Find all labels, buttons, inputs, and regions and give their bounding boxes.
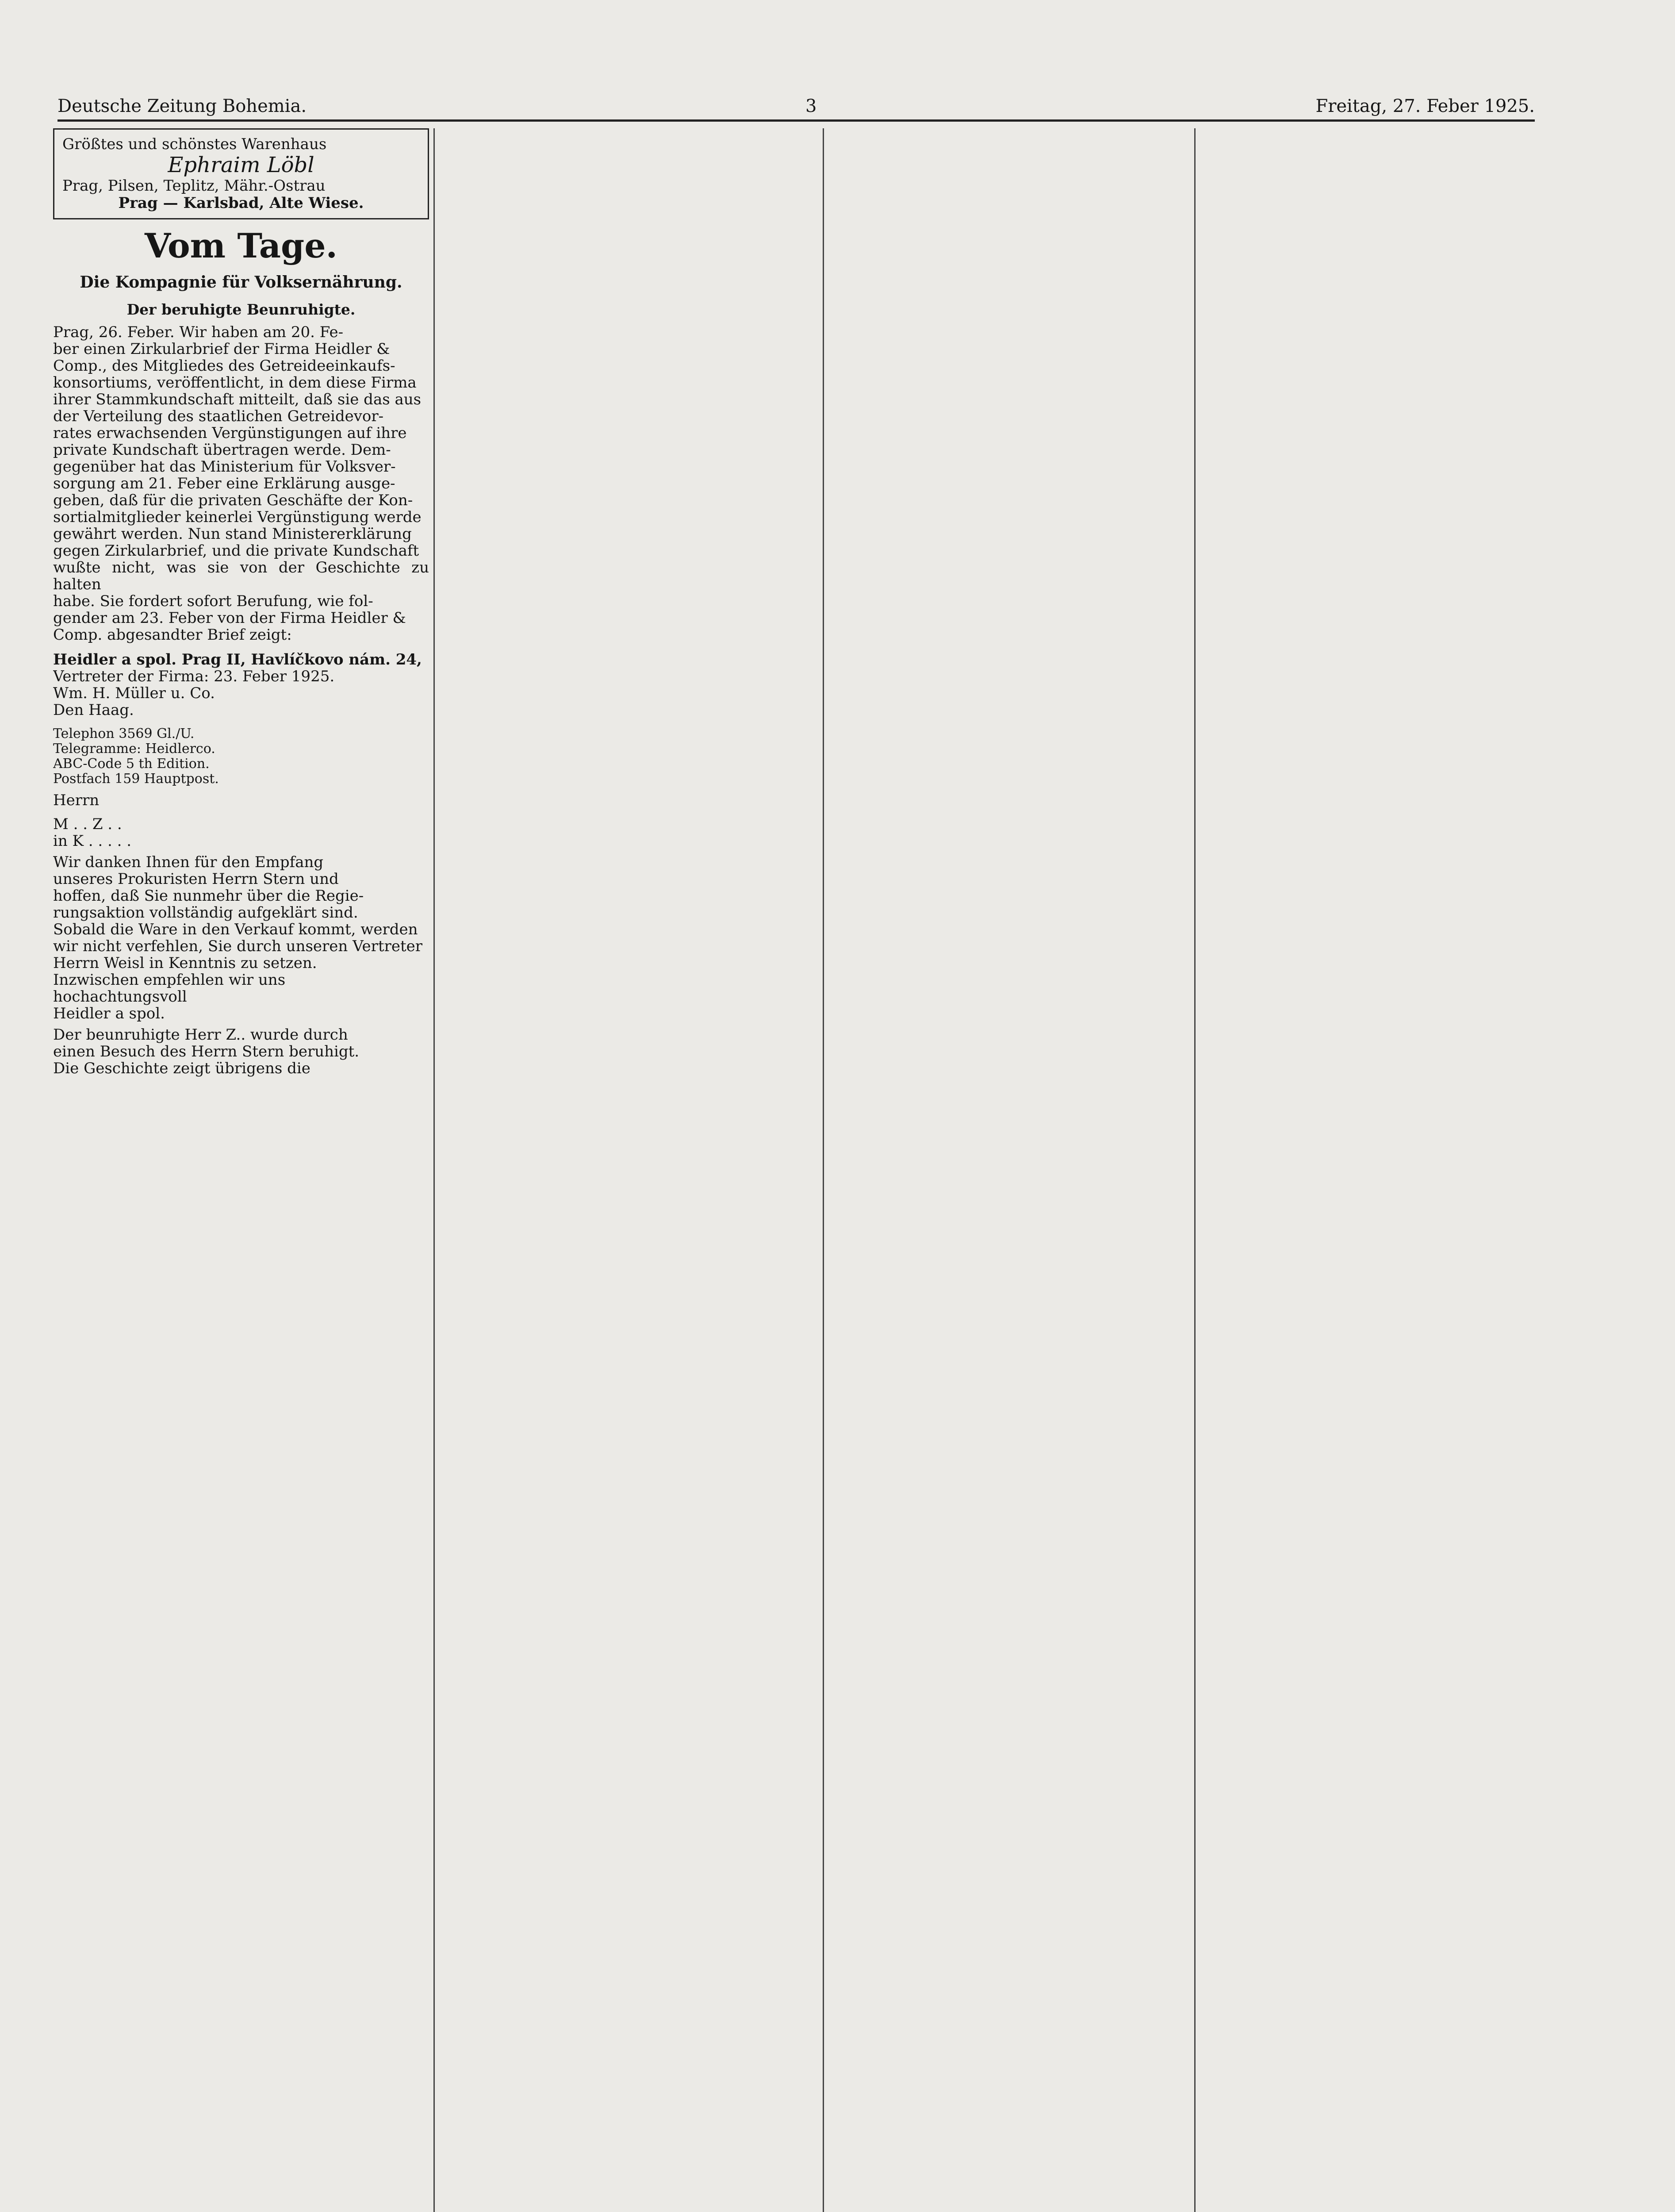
text-line: einen Besuch des Herrn Stern beruhigt. xyxy=(53,1043,360,1060)
text-line: private Kundschaft übertragen werde. Dem- xyxy=(53,441,391,459)
ad-address: Prag — Karlsbad, Alte Wiese. xyxy=(118,194,364,212)
letter-signature: Heidler a spol. xyxy=(53,1005,165,1022)
text-line: rungsaktion vollständig aufgeklärt sind. xyxy=(53,904,358,922)
page-header xyxy=(57,93,1535,122)
text-line: sortialmitglieder keinerlei Vergünstigung werde xyxy=(53,508,422,526)
article-title: Die Kompagnie für Volksernährung. xyxy=(80,273,402,292)
letter-head-line: Heidler a spol. Prag II, Havlíčkovo nám. 24, xyxy=(53,651,422,668)
text-line: unseres Prokuristen Herrn Stern und xyxy=(53,870,339,888)
text-line: wußte nicht, was sie von der Geschichte zu halten xyxy=(53,559,429,593)
issue-date: Freitag, 27. Feber 1925. xyxy=(1315,96,1535,116)
ad-brand: Ephraim Löbl xyxy=(168,153,314,177)
section-title: Vom Tage. xyxy=(144,226,338,265)
text-line: ber einen Zirkularbrief der Firma Heidler & xyxy=(53,340,390,358)
contact-line: ABC-Code 5 th Edition. xyxy=(53,756,210,772)
letter-name: M . . Z . . xyxy=(53,815,122,833)
letter-place: in K . . . . . xyxy=(53,832,132,850)
letter-head-line: Den Haag. xyxy=(53,701,134,719)
spacer xyxy=(53,643,429,651)
text-line: Comp. abgesandter Brief zeigt: xyxy=(53,626,292,644)
contact-line: Telegramme: Heidlerco. xyxy=(53,741,215,757)
column-rule xyxy=(1194,128,1196,2212)
text-line: sorgung am 21. Feber eine Erklärung ausge- xyxy=(53,475,395,492)
letter-body xyxy=(53,854,429,988)
letter-head xyxy=(53,651,429,718)
masthead-name: Deutsche Zeitung Bohemia. xyxy=(57,96,307,116)
text-line: Die Geschichte zeigt übrigens die xyxy=(53,1060,310,1077)
loebl-advertisement xyxy=(53,128,429,219)
text-line: Sobald die Ware in den Verkauf kommt, werden xyxy=(53,921,418,938)
spacer xyxy=(53,718,429,726)
text-line: hoffen, daß Sie nunmehr über die Regie- xyxy=(53,887,364,905)
text-line: Herrn Weisl in Kenntnis zu setzen. xyxy=(53,954,317,972)
letter-addressee: Herrn xyxy=(53,791,100,809)
text-line: wir nicht verfehlen, Sie durch unseren Vertreter xyxy=(53,937,422,955)
contact-line: Postfach 159 Hauptpost. xyxy=(53,771,219,787)
text-line: Der beunruhigte Herr Z.. wurde durch xyxy=(53,1026,348,1044)
ad-branches: Prag, Pilsen, Teplitz, Mähr.-Ostrau xyxy=(62,177,326,195)
text-line: gender am 23. Feber von der Firma Heidler & xyxy=(53,609,406,627)
text-line: habe. Sie fordert sofort Berufung, wie fol- xyxy=(53,592,373,610)
article-subtitle: Der beruhigte Beunruhigte. xyxy=(126,301,356,318)
contact-line: Telephon 3569 Gl./U. xyxy=(53,726,195,741)
text-line: rates erwachsenden Vergünstigungen auf ihre xyxy=(53,424,407,442)
article-closing xyxy=(53,1026,429,1077)
letter-head-line: Vertreter der Firma: 23. Feber 1925. xyxy=(53,668,335,685)
letter-head-line: Wm. H. Müller u. Co. xyxy=(53,684,215,702)
ad-tagline: Größtes und schönstes Warenhaus xyxy=(62,135,327,153)
column-rule xyxy=(433,128,435,2212)
text-line: der Verteilung des staatlichen Getreidevor- xyxy=(53,407,384,425)
article-lines xyxy=(53,324,429,643)
text-line: Prag, 26. Feber. Wir haben am 20. Fe- xyxy=(53,323,344,341)
letter-closing: hochachtungsvoll xyxy=(53,988,187,1006)
text-line: Inzwischen empfehlen wir uns xyxy=(53,971,286,989)
text-line: gewährt werden. Nun stand Ministererklärung xyxy=(53,525,412,543)
page-number: 3 xyxy=(805,96,817,116)
text-line: Wir danken Ihnen für den Empfang xyxy=(53,853,324,871)
text-line: gegenüber hat das Ministerium für Volksver- xyxy=(53,458,396,476)
text-line: ihrer Stammkundschaft mitteilt, daß sie das aus xyxy=(53,391,422,408)
text-line: Comp., des Mitgliedes des Getreideeinkaufs- xyxy=(53,357,395,375)
text-line: gegen Zirkularbrief, und die private Kundschaft xyxy=(53,542,419,560)
column-1 xyxy=(53,128,429,2212)
text-line: konsortiums, veröffentlicht, in dem diese Firma xyxy=(53,374,417,392)
column-rule xyxy=(823,128,824,2212)
letter-contacts xyxy=(53,726,429,787)
text-line: geben, daß für die privaten Geschäfte der Kon- xyxy=(53,492,413,509)
